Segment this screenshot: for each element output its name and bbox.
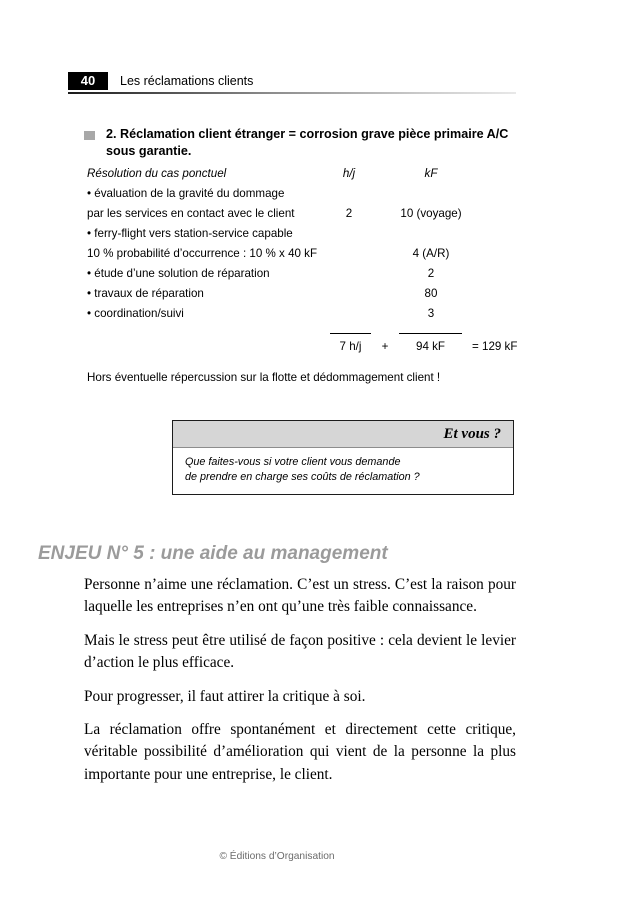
totals-rule-kf xyxy=(399,333,462,334)
body-paragraph: Pour progresser, il faut attirer la critique à soi. xyxy=(84,687,366,705)
totals-rule-hj xyxy=(330,333,371,334)
table-row xyxy=(87,186,517,206)
page-footer: © Éditions d’Organisation xyxy=(219,851,335,862)
table-row xyxy=(87,206,517,226)
table-row xyxy=(87,246,517,266)
header-divider-rule xyxy=(68,92,516,94)
table-row-kf: 80 xyxy=(424,287,438,300)
table-row-label: • étude d’une solution de réparation xyxy=(87,267,270,280)
table-row xyxy=(87,286,517,306)
callout-body xyxy=(173,448,513,494)
body-paragraph: La réclamation offre spontanément et directement cette critique, véritable possibilité d’amélioration qui vient de la personne la plus importante pour une entreprise, le client. xyxy=(84,721,516,783)
table-row-label: par les services en contact avec le client xyxy=(87,207,295,220)
subsection-heading xyxy=(84,126,516,160)
table-row-hj: h/j xyxy=(342,167,356,180)
totals-operator: + xyxy=(381,340,389,353)
table-row-label: • coordination/suivi xyxy=(87,307,184,320)
et-vous-callout-box xyxy=(172,420,514,495)
callout-header xyxy=(173,421,513,448)
callout-question-line-1: Que faites-vous si votre client vous demande xyxy=(185,456,401,468)
square-bullet-icon xyxy=(84,131,95,140)
callout-header-label: Et vous ? xyxy=(443,426,501,442)
table-row xyxy=(87,306,517,326)
callout-question-line-2: de prendre en charge ses coûts de réclamation ? xyxy=(185,471,420,483)
table-row-kf: 4 (A/R) xyxy=(412,247,450,260)
totals-hj-value: 7 h/j xyxy=(339,340,362,353)
section-title: ENJEU N° 5 : une aide au management xyxy=(38,543,388,564)
totals-grand-total: = 129 kF xyxy=(472,340,518,353)
table-totals-row xyxy=(87,333,517,357)
table-row-kf: kF xyxy=(424,167,438,180)
body-text xyxy=(84,574,516,786)
table-row xyxy=(87,226,517,246)
table-row-label: • travaux de réparation xyxy=(87,287,204,300)
table-row-kf: 10 (voyage) xyxy=(400,207,462,220)
subsection-heading-text: 2. Réclamation client étranger = corrosion grave pièce primaire A/C sous garantie. xyxy=(106,127,509,158)
table-footnote: Hors éventuelle répercussion sur la flotte et dédommagement client ! xyxy=(87,371,441,384)
page-header xyxy=(68,72,516,94)
running-head-title: Les réclamations clients xyxy=(120,74,254,88)
table-row-kf: 3 xyxy=(427,307,435,320)
table-row-kf: 2 xyxy=(427,267,435,280)
totals-kf-value: 94 kF xyxy=(416,340,445,353)
body-paragraph: Mais le stress peut être utilisé de façon positive : cela devient le levier d’action le plus efficace. xyxy=(84,631,516,672)
table-row-label: • ferry-flight vers station-service capable xyxy=(87,227,293,240)
table-row-label: Résolution du cas ponctuel xyxy=(87,167,227,180)
table-row-label: 10 % probabilité d’occurrence : 10 % x 40 kF xyxy=(87,247,318,260)
table-row xyxy=(87,166,517,186)
table-row xyxy=(87,266,517,286)
table-row-label: • évaluation de la gravité du dommage xyxy=(87,187,285,200)
cost-breakdown-table xyxy=(87,166,517,357)
body-paragraph: Personne n’aime une réclamation. C’est un stress. C’est la raison pour laquelle les entreprises n’en ont qu’une très faible connaissance. xyxy=(84,576,516,616)
table-row-hj: 2 xyxy=(345,207,353,220)
page-number-badge: 40 xyxy=(68,72,108,90)
